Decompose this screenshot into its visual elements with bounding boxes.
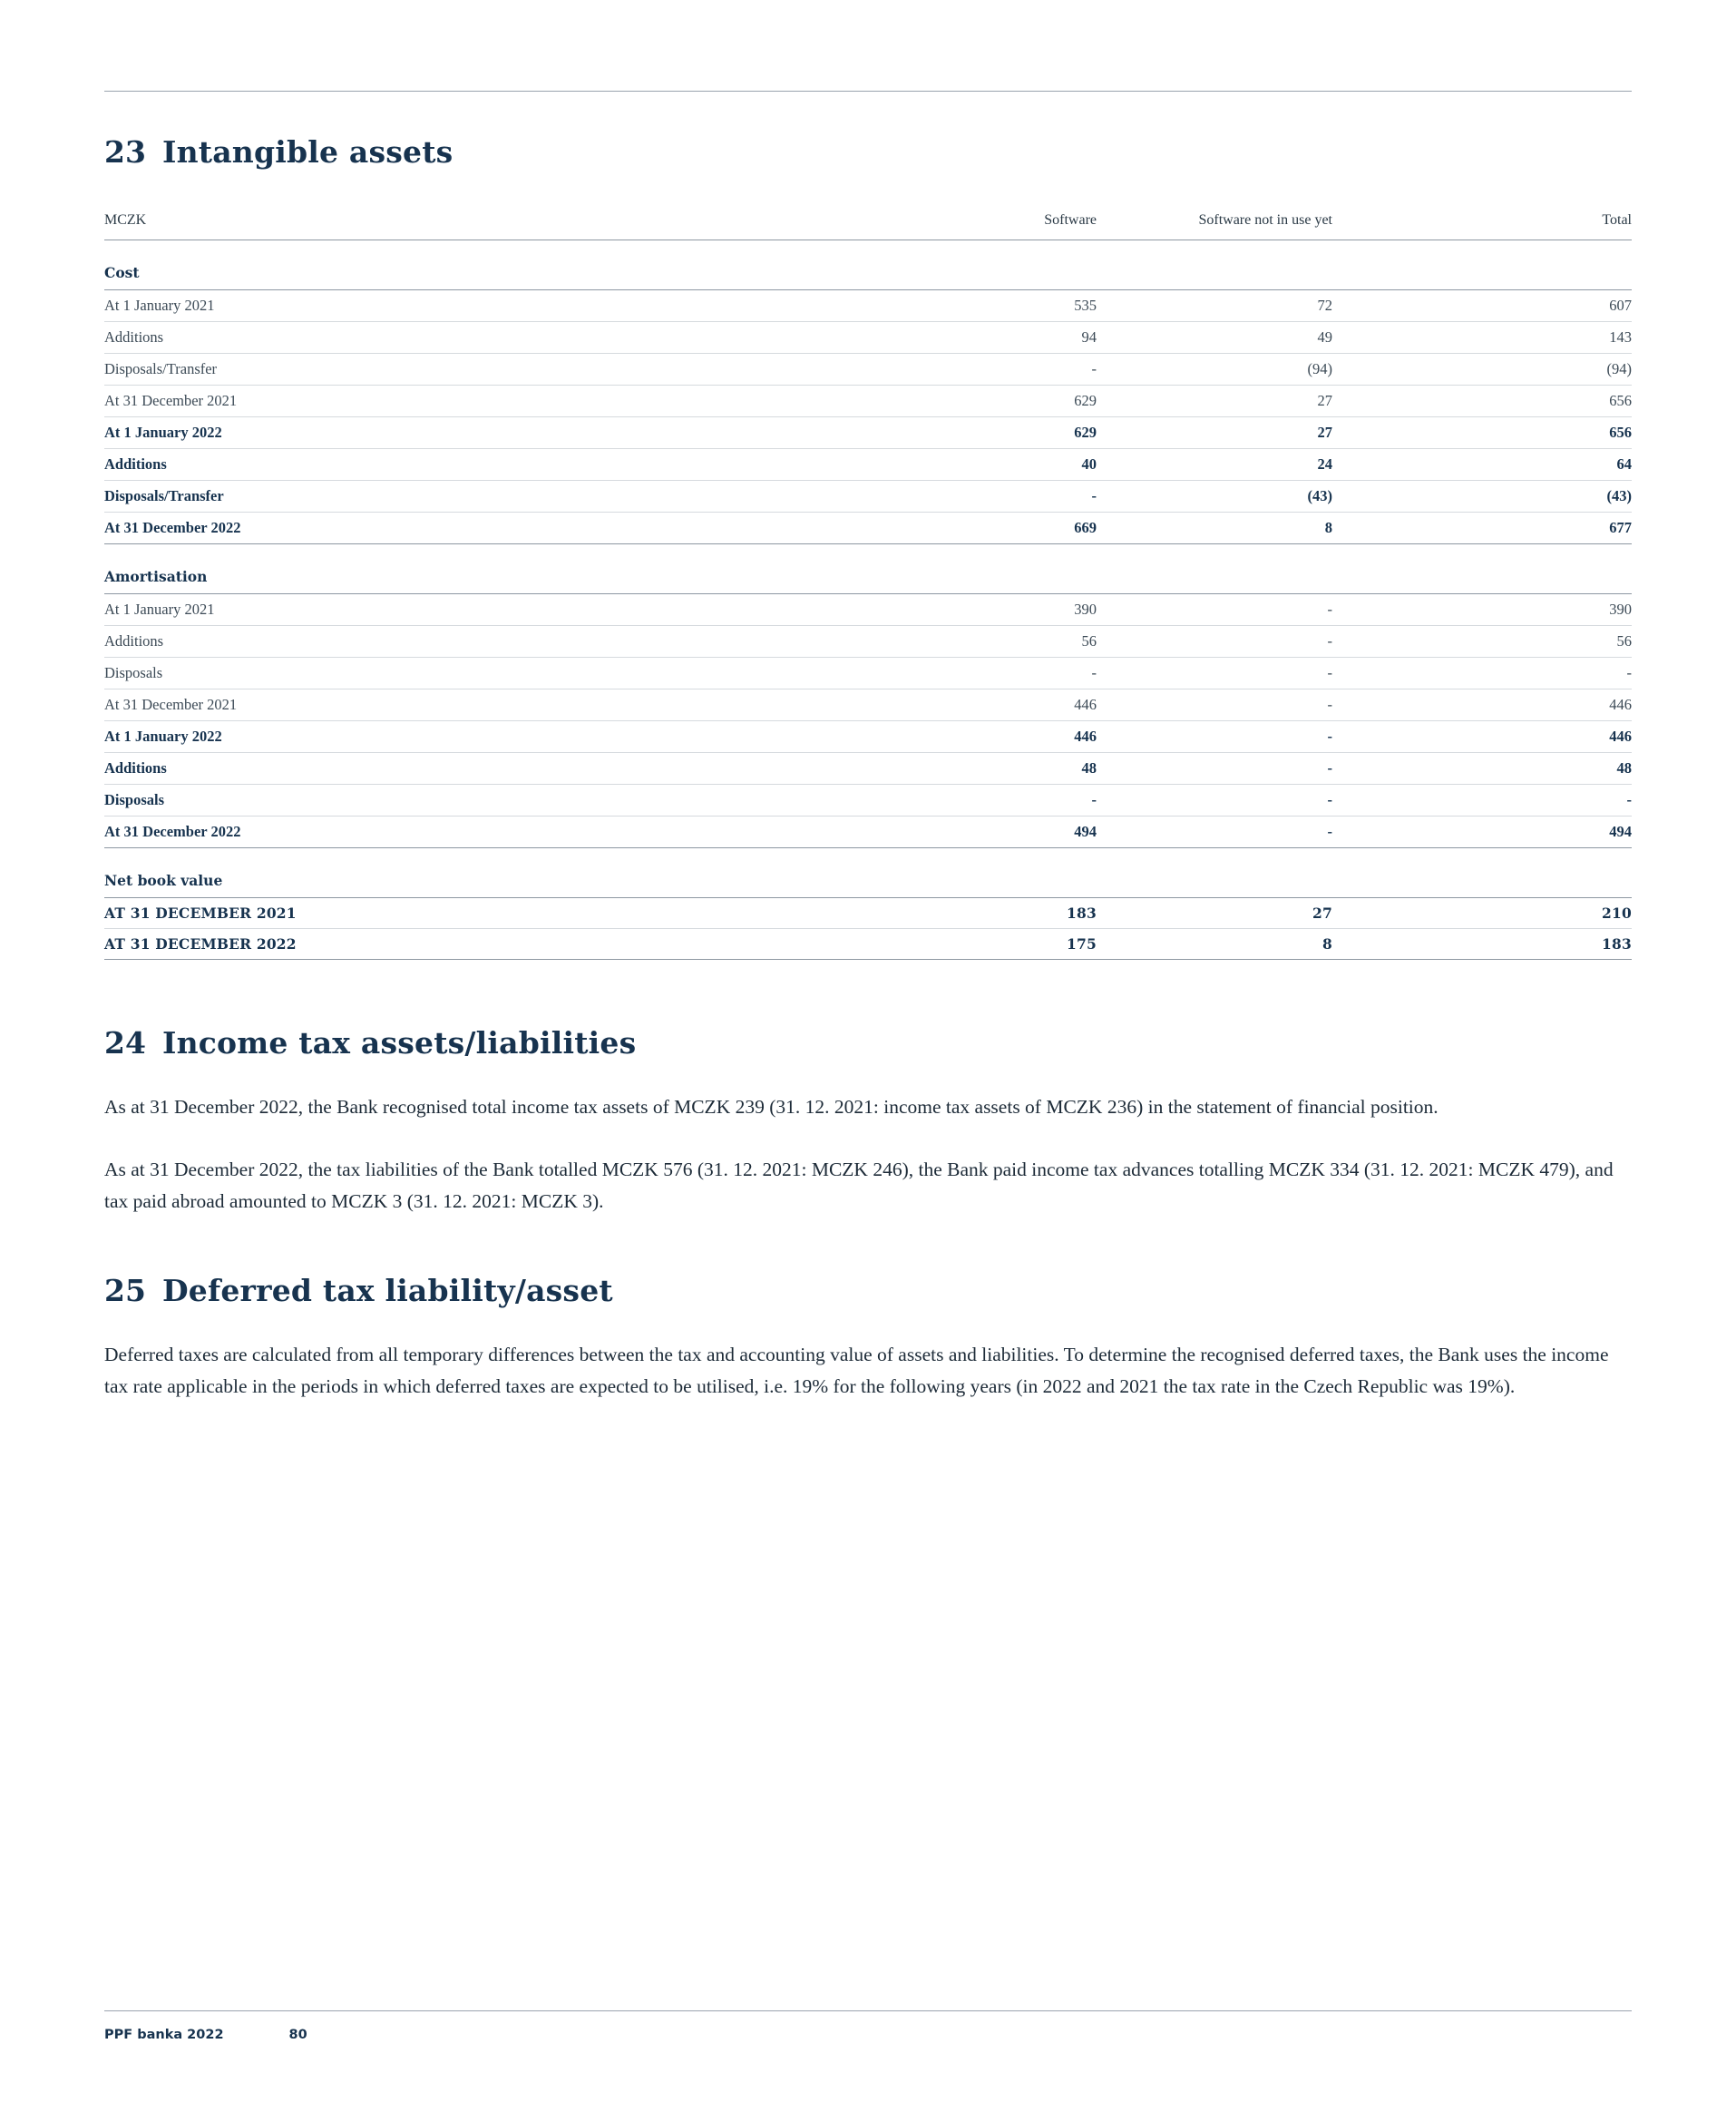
intangible-assets-table	[104, 206, 1632, 960]
row-label: At 1 January 2022	[104, 417, 924, 449]
table-row	[104, 594, 1632, 626]
row-value-total: 446	[1478, 721, 1632, 753]
row-value-not-in-use: -	[1097, 753, 1332, 785]
income-tax-body	[104, 1091, 1632, 1217]
section-number: 23	[104, 134, 146, 170]
row-label: At 31 December 2021	[104, 386, 924, 417]
row-value-software: 629	[924, 417, 1097, 449]
row-value-software: -	[924, 785, 1097, 817]
row-value-total: 48	[1478, 753, 1632, 785]
table-row	[104, 322, 1632, 354]
table-body	[104, 240, 1632, 960]
row-value-not-in-use: 27	[1097, 386, 1332, 417]
column-header-total: Total	[1478, 206, 1632, 240]
row-value-not-in-use: 72	[1097, 290, 1332, 322]
row-label: Additions	[104, 322, 924, 354]
row-value-total: -	[1478, 658, 1632, 689]
table-row	[104, 898, 1632, 929]
table-row	[104, 753, 1632, 785]
table-row	[104, 785, 1632, 817]
section-number: 24	[104, 1025, 146, 1061]
table-row	[104, 626, 1632, 658]
paragraph-income-tax-assets: As at 31 December 2022, the Bank recognised total income tax assets of MCZK 239 (31. 12. 2021: income tax assets of MCZK 236) in the statement of financial position.	[104, 1096, 1439, 1118]
row-value-software: -	[924, 354, 1097, 386]
table-header	[104, 206, 1632, 240]
row-label: Disposals/Transfer	[104, 481, 924, 513]
row-label: Additions	[104, 753, 924, 785]
row-value-not-in-use: -	[1097, 689, 1332, 721]
row-value-total: 656	[1478, 386, 1632, 417]
row-value-total: 183	[1478, 929, 1632, 960]
row-value-not-in-use: 8	[1097, 513, 1332, 544]
row-value-not-in-use: -	[1097, 594, 1332, 626]
table-row	[104, 929, 1632, 960]
group-heading-net-book-value	[104, 848, 1632, 898]
table-row	[104, 689, 1632, 721]
table-row	[104, 658, 1632, 689]
row-value-total: (94)	[1478, 354, 1632, 386]
row-value-software: 446	[924, 689, 1097, 721]
column-header-software-not-in-use: Software not in use yet	[1097, 206, 1332, 240]
row-label: At 31 December 2021	[104, 689, 924, 721]
row-value-software: 446	[924, 721, 1097, 753]
row-value-software: 175	[924, 929, 1097, 960]
section-title: Deferred tax liability/asset	[161, 1273, 613, 1309]
row-label: At 31 December 2022	[104, 513, 924, 544]
row-value-total: 56	[1478, 626, 1632, 658]
row-value-software: 629	[924, 386, 1097, 417]
footer-divider	[104, 2010, 1632, 2011]
table-row	[104, 354, 1632, 386]
row-value-total: 64	[1478, 449, 1632, 481]
section-title: Intangible assets	[161, 134, 454, 170]
row-value-not-in-use: -	[1097, 658, 1332, 689]
row-value-not-in-use: -	[1097, 785, 1332, 817]
group-heading-label: Cost	[104, 240, 924, 290]
row-value-software: 669	[924, 513, 1097, 544]
column-spacer	[1332, 206, 1478, 240]
table-row	[104, 817, 1632, 848]
row-value-total: -	[1478, 785, 1632, 817]
row-value-software: 40	[924, 449, 1097, 481]
row-value-not-in-use: 24	[1097, 449, 1332, 481]
group-heading-cost	[104, 240, 1632, 290]
row-value-not-in-use: -	[1097, 721, 1332, 753]
table-row	[104, 513, 1632, 544]
row-value-software: -	[924, 658, 1097, 689]
row-value-software: 183	[924, 898, 1097, 929]
row-label: Disposals/Transfer	[104, 354, 924, 386]
section-heading-intangible-assets	[104, 134, 1632, 170]
row-label: Additions	[104, 449, 924, 481]
row-value-total: 143	[1478, 322, 1632, 354]
table-row	[104, 721, 1632, 753]
group-heading-amortisation	[104, 544, 1632, 594]
row-value-software: 494	[924, 817, 1097, 848]
table-row	[104, 449, 1632, 481]
row-value-not-in-use: (94)	[1097, 354, 1332, 386]
row-label: AT 31 DECEMBER 2021	[104, 898, 924, 929]
row-value-not-in-use: 27	[1097, 417, 1332, 449]
row-value-software: -	[924, 481, 1097, 513]
deferred-tax-body	[104, 1339, 1632, 1403]
footer-row	[104, 2028, 1632, 2042]
table-row	[104, 290, 1632, 322]
row-value-software: 94	[924, 322, 1097, 354]
column-header-software: Software	[924, 206, 1097, 240]
row-value-not-in-use: 49	[1097, 322, 1332, 354]
row-value-software: 48	[924, 753, 1097, 785]
row-label: At 1 January 2021	[104, 290, 924, 322]
row-value-total: 656	[1478, 417, 1632, 449]
row-value-total: 446	[1478, 689, 1632, 721]
table-row	[104, 481, 1632, 513]
row-value-total: 677	[1478, 513, 1632, 544]
row-value-not-in-use: -	[1097, 626, 1332, 658]
table-row	[104, 417, 1632, 449]
row-value-not-in-use: 27	[1097, 898, 1332, 929]
page-footer	[104, 2010, 1632, 2042]
row-label: Disposals	[104, 785, 924, 817]
row-value-not-in-use: -	[1097, 817, 1332, 848]
row-label: At 1 January 2021	[104, 594, 924, 626]
row-label: At 31 December 2022	[104, 817, 924, 848]
section-heading-deferred-tax	[104, 1273, 1632, 1308]
page-content	[104, 91, 1632, 1403]
paragraph-income-tax-liabilities: As at 31 December 2022, the tax liabilities of the Bank totalled MCZK 576 (31. 12. 2021: MCZK 246), the Bank paid income tax advances totalling MCZK 334 (31. 12. 2021: MCZK 479), and tax paid abroad amounted to MCZK 3 (31. 12. 2021: MCZK 3).	[104, 1158, 1614, 1212]
row-value-not-in-use: (43)	[1097, 481, 1332, 513]
footer-page-number: 80	[288, 2028, 307, 2042]
group-heading-label: Amortisation	[104, 544, 924, 594]
row-value-software: 535	[924, 290, 1097, 322]
group-heading-label: Net book value	[104, 848, 924, 898]
row-label: At 1 January 2022	[104, 721, 924, 753]
row-value-total: 390	[1478, 594, 1632, 626]
section-heading-income-tax	[104, 1025, 1632, 1061]
row-value-total: 607	[1478, 290, 1632, 322]
row-value-software: 56	[924, 626, 1097, 658]
section-number: 25	[104, 1273, 146, 1309]
paragraph-deferred-tax: Deferred taxes are calculated from all temporary differences between the tax and accounting value of assets and liabilities. To determine the recognised deferred taxes, the Bank uses the income tax rate applicable in the periods in which deferred taxes are expected to be utilised, i.e. 19% for the following years (in 2022 and 2021 the tax rate in the Czech Republic was 19%).	[104, 1344, 1609, 1398]
row-label: AT 31 DECEMBER 2022	[104, 929, 924, 960]
table-row	[104, 386, 1632, 417]
section-title: Income tax assets/liabilities	[161, 1025, 637, 1061]
row-value-software: 390	[924, 594, 1097, 626]
column-header-unit: MCZK	[104, 206, 924, 240]
row-label: Additions	[104, 626, 924, 658]
row-value-not-in-use: 8	[1097, 929, 1332, 960]
row-value-total: 210	[1478, 898, 1632, 929]
row-value-total: (43)	[1478, 481, 1632, 513]
row-value-total: 494	[1478, 817, 1632, 848]
table-header-row	[104, 206, 1632, 240]
row-label: Disposals	[104, 658, 924, 689]
footer-document-title: PPF banka 2022	[104, 2028, 224, 2042]
